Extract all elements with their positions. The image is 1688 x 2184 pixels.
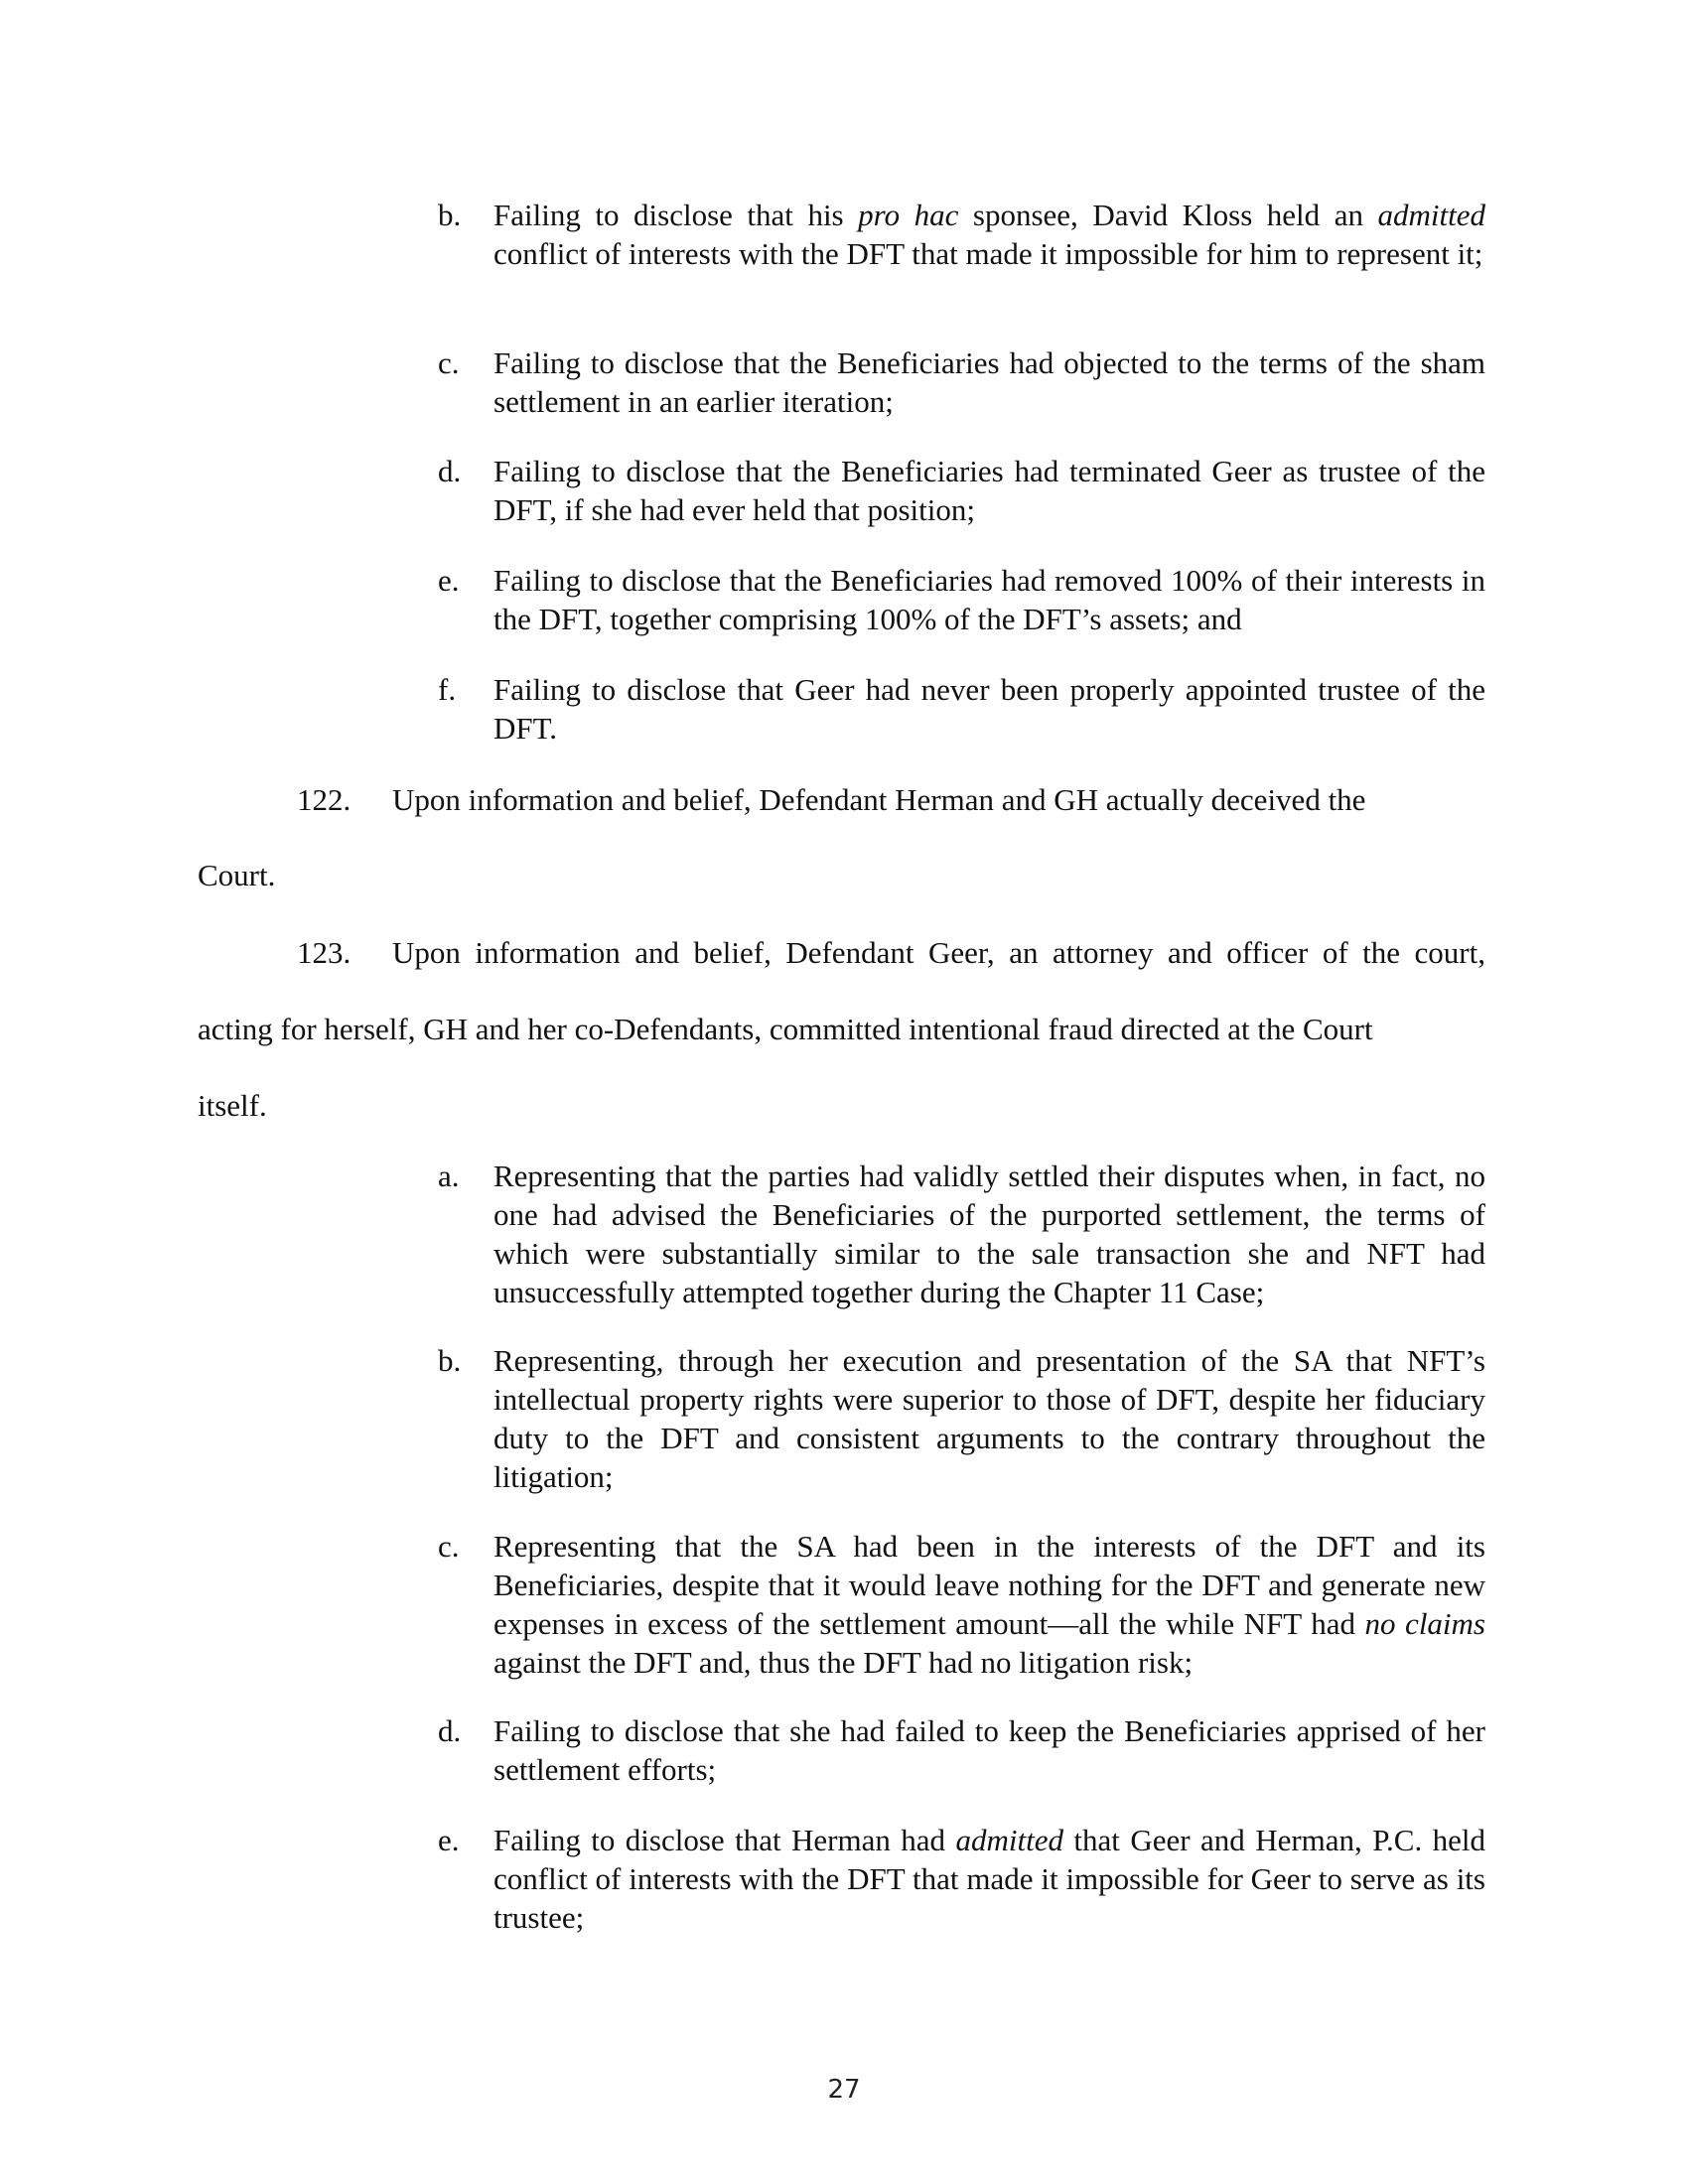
list-marker: b. <box>438 198 462 232</box>
paragraph-text: Upon information and belief, Defendant Geer, an attorney and officer of the court, acting for herself, GH and her co-Defendants, committed intentional fraud directed at the Court <box>198 935 1485 1046</box>
paragraph-text: Upon information and belief, Defendant Herman and GH actually deceived the <box>392 782 1366 817</box>
paragraph-continuation: Court. <box>198 858 276 892</box>
list-item <box>438 561 1485 638</box>
emphasis-text: pro hac <box>858 198 959 232</box>
list-item-text: Failing to disclose that she had failed to keep the Beneficiaries apprised of her settlement efforts; <box>493 1713 1485 1787</box>
list-item <box>438 1711 1485 1789</box>
list-marker: b. <box>438 1343 462 1378</box>
list-item-text: Failing to disclose that his pro hac sponsee, David Kloss held an admitted conflict of interests with the DFT that made it impossible for him to represent it; <box>493 198 1485 271</box>
paragraph-number: 122. <box>297 782 352 817</box>
list-item <box>438 452 1485 529</box>
list-item <box>438 343 1485 421</box>
list-marker: c. <box>438 1529 460 1564</box>
list-marker: d. <box>438 1713 462 1748</box>
list-item-text: Representing that the parties had validly settled their disputes when, in fact, no one had advised the Beneficiaries of the purported settlement, the terms of which were substantially similar to the sale transaction she and NFT had unsuccessfully attempted together during the Chapter 11 Case; <box>493 1159 1485 1309</box>
list-item-text: Representing, through her execution and presentation of the SA that NFT’s intellectual property rights were superior to those of DFT, despite her fiduciary duty to the DFT and consistent arguments to the contrary throughout the litigation; <box>493 1343 1485 1494</box>
paragraph-continuation: itself. <box>198 1088 267 1123</box>
list-item <box>438 1821 1485 1937</box>
list-marker: e. <box>438 563 460 598</box>
list-item <box>438 670 1485 748</box>
paragraph-123 <box>198 914 1485 1067</box>
list-marker: a. <box>438 1159 460 1193</box>
list-item <box>438 1157 1485 1311</box>
list-marker: f. <box>438 672 457 707</box>
emphasis-text: admitted <box>955 1823 1063 1857</box>
page-number: 27 <box>827 2075 861 2105</box>
list-marker: c. <box>438 345 460 380</box>
list-item <box>438 1527 1485 1682</box>
emphasis-text: admitted <box>1377 198 1485 232</box>
list-marker: d. <box>438 454 462 488</box>
list-marker: e. <box>438 1823 460 1857</box>
list-item-text: Failing to disclose that Herman had admitted that Geer and Herman, P.C. held conflict of interests with the DFT that made it impossible for Geer to serve as its trustee; <box>493 1823 1485 1935</box>
list-item-text: Failing to disclose that the Beneficiaries had objected to the terms of the sham settlement in an earlier iteration; <box>493 345 1485 419</box>
list-item-text: Failing to disclose that the Beneficiaries had terminated Geer as trustee of the DFT, if she had ever held that position; <box>493 454 1485 527</box>
list-item <box>438 196 1485 273</box>
list-item-text: Failing to disclose that Geer had never been properly appointed trustee of the DFT. <box>493 672 1485 746</box>
emphasis-text: no claims <box>1364 1606 1485 1641</box>
paragraph-122 <box>198 761 1485 838</box>
list-item-text: Failing to disclose that the Beneficiaries had removed 100% of their interests in the DFT, together comprising 100% of the DFT’s assets; and <box>493 563 1485 636</box>
list-item <box>438 1341 1485 1496</box>
paragraph-number: 123. <box>297 935 352 970</box>
list-item-text: Representing that the SA had been in the interests of the DFT and its Beneficiaries, despite that it would leave nothing for the DFT and generate new expenses in excess of the settlement amount—all the while NFT had no claims against the DFT and, thus the DFT had no litigation risk; <box>493 1529 1485 1680</box>
